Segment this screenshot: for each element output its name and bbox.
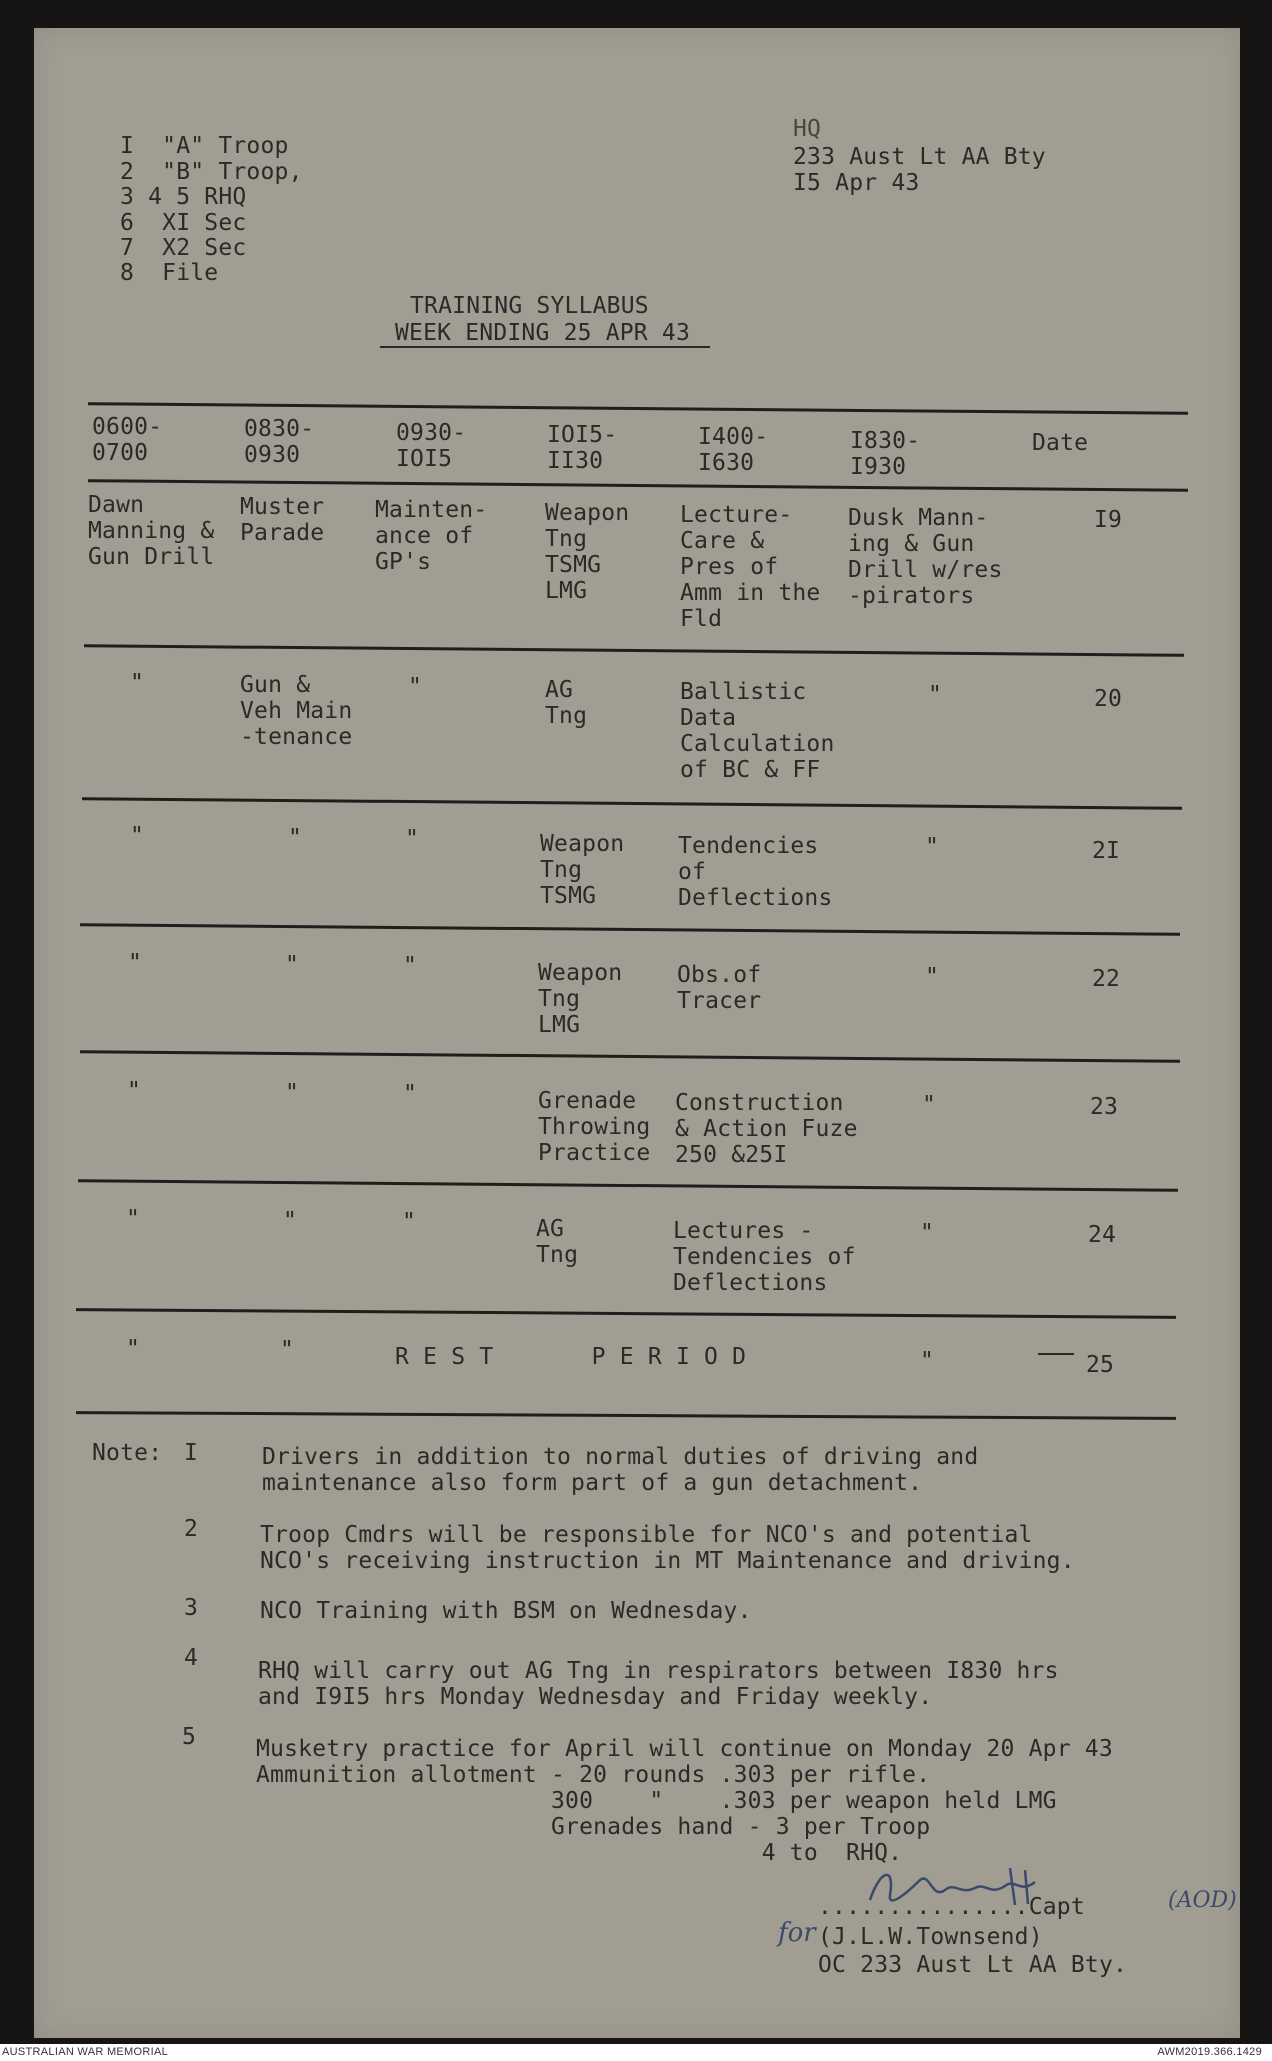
column-header: 0700 xyxy=(92,440,149,466)
table-cell: " xyxy=(922,1092,937,1118)
table-cell: Dusk Mann- ing & Gun Drill w/res -pirators xyxy=(848,505,1003,609)
column-header: 0930- xyxy=(396,420,467,446)
table-cell-date: 2I xyxy=(1092,838,1121,864)
distribution-item: 2 "B" Troop, xyxy=(120,159,303,185)
table-cell: " xyxy=(402,1209,417,1235)
table-cell: Mainten- ance of GP's xyxy=(375,497,488,575)
signature-for: for xyxy=(778,1918,816,1948)
note-text: RHQ will carry out AG Tng in respirators between I830 hrs and I9I5 hrs Monday Wednesday and Friday weekly. xyxy=(258,1658,1059,1710)
column-header: II30 xyxy=(547,448,604,474)
footer-source: AUSTRALIAN WAR MEMORIAL xyxy=(2,2046,169,2058)
table-cell-date: 24 xyxy=(1088,1222,1117,1248)
column-header-date: Date xyxy=(1032,430,1089,456)
table-cell: Tendencies of Deflections xyxy=(678,833,833,911)
document-title: TRAINING SYLLABUS xyxy=(410,293,649,319)
distribution-item: 7 X2 Sec xyxy=(120,235,247,261)
table-cell: Lectures - Tendencies of Deflections xyxy=(673,1218,856,1296)
column-header: I930 xyxy=(850,454,907,480)
table-cell: " xyxy=(285,952,300,978)
column-header: IOI5 xyxy=(396,446,453,472)
column-header: 0600- xyxy=(92,414,163,440)
column-header: 0830- xyxy=(244,416,315,442)
table-cell: Construction & Action Fuze 250 &25I xyxy=(675,1090,858,1168)
note-text: NCO Training with BSM on Wednesday. xyxy=(260,1598,752,1624)
table-cell: Weapon Tng TSMG xyxy=(540,831,625,909)
note-number: 2 xyxy=(184,1516,199,1542)
table-cell: " xyxy=(928,682,943,708)
distribution-item: 3 4 5 RHQ xyxy=(120,184,247,210)
table-cell: Weapon Tng LMG xyxy=(538,960,623,1038)
table-cell: " xyxy=(126,1336,141,1362)
signature-annotation: (AOD) xyxy=(1168,1888,1237,1913)
table-cell: Grenade Throwing Practice xyxy=(538,1088,651,1166)
note-number: I xyxy=(184,1440,199,1466)
table-cell: Muster Parade xyxy=(240,494,325,546)
note-number: 3 xyxy=(184,1595,199,1621)
note-number: 5 xyxy=(182,1724,197,1750)
notes-label: Note: xyxy=(92,1440,163,1466)
table-cell: Lecture- Care & Pres of Amm in the Fld xyxy=(680,502,821,632)
table-cell: " xyxy=(288,825,303,851)
note-text: Troop Cmdrs will be responsible for NCO's and potential NCO's receiving instruction in MT Maintenance and driving. xyxy=(260,1522,1075,1574)
table-cell-date: 22 xyxy=(1092,966,1121,992)
rest-period-label: R E S T P E R I O D xyxy=(395,1344,747,1370)
table-cell: " xyxy=(403,953,418,979)
table-cell: Ballistic Data Calculation of BC & FF xyxy=(680,679,835,783)
column-header: I630 xyxy=(698,450,755,476)
dash-mark xyxy=(1038,1353,1074,1355)
header-hq: HQ xyxy=(793,116,822,142)
document-subtitle: WEEK ENDING 25 APR 43 xyxy=(395,320,690,346)
distribution-item: 6 XI Sec xyxy=(120,210,247,236)
note-number: 4 xyxy=(184,1645,199,1671)
table-cell: Gun & Veh Main -tenance xyxy=(240,672,353,750)
table-cell-date: 23 xyxy=(1090,1094,1119,1120)
table-cell: " xyxy=(408,674,423,700)
table-cell: " xyxy=(925,964,940,990)
table-cell: " xyxy=(130,823,145,849)
column-header: 0930 xyxy=(244,442,301,468)
table-cell: " xyxy=(128,950,143,976)
table-cell: Dawn Manning & Gun Drill xyxy=(88,492,215,570)
table-cell: " xyxy=(285,1080,300,1106)
note-text: Drivers in addition to normal duties of driving and maintenance also form part of a gun detachment. xyxy=(262,1444,979,1496)
table-cell: " xyxy=(920,1348,935,1374)
column-header: I400- xyxy=(698,424,769,450)
signatory-unit: OC 233 Aust Lt AA Bty. xyxy=(818,1952,1128,1978)
table-cell: " xyxy=(405,826,420,852)
header-date: I5 Apr 43 xyxy=(793,170,920,196)
title-underline xyxy=(380,346,710,348)
distribution-item: 8 File xyxy=(120,260,219,286)
signatory-name: (J.L.W.Townsend) xyxy=(818,1924,1043,1950)
table-cell: " xyxy=(130,670,145,696)
header-unit: 233 Aust Lt AA Bty xyxy=(793,144,1046,170)
table-cell: AG Tng xyxy=(536,1216,579,1268)
column-header: I830- xyxy=(850,428,921,454)
table-cell-date: 25 xyxy=(1086,1352,1115,1378)
table-cell: AG Tng xyxy=(545,677,588,729)
table-cell-date: I9 xyxy=(1094,507,1123,533)
note-text: Musketry practice for April will continue on Monday 20 Apr 43 Ammunition allotment - 20 rounds .303 per rifle. 300 " .303 per weapon held LMG Grenades hand - 3 per Troop 4 to RHQ. xyxy=(256,1736,1113,1866)
table-cell: " xyxy=(126,1206,141,1232)
signature-dots: ...............Capt xyxy=(818,1894,1085,1920)
table-cell: Weapon Tng TSMG LMG xyxy=(545,500,630,604)
footer-accession: AWM2019.366.1429 xyxy=(1157,2046,1262,2058)
table-cell-date: 20 xyxy=(1094,686,1123,712)
distribution-item: I "A" Troop xyxy=(120,133,289,159)
table-cell: " xyxy=(403,1081,418,1107)
table-cell: Obs.of Tracer xyxy=(677,962,762,1014)
table-cell: " xyxy=(925,834,940,860)
table-cell: " xyxy=(283,1208,298,1234)
column-header: IOI5- xyxy=(547,422,618,448)
table-cell: " xyxy=(280,1337,295,1363)
table-cell: " xyxy=(920,1220,935,1246)
table-cell: " xyxy=(127,1078,142,1104)
